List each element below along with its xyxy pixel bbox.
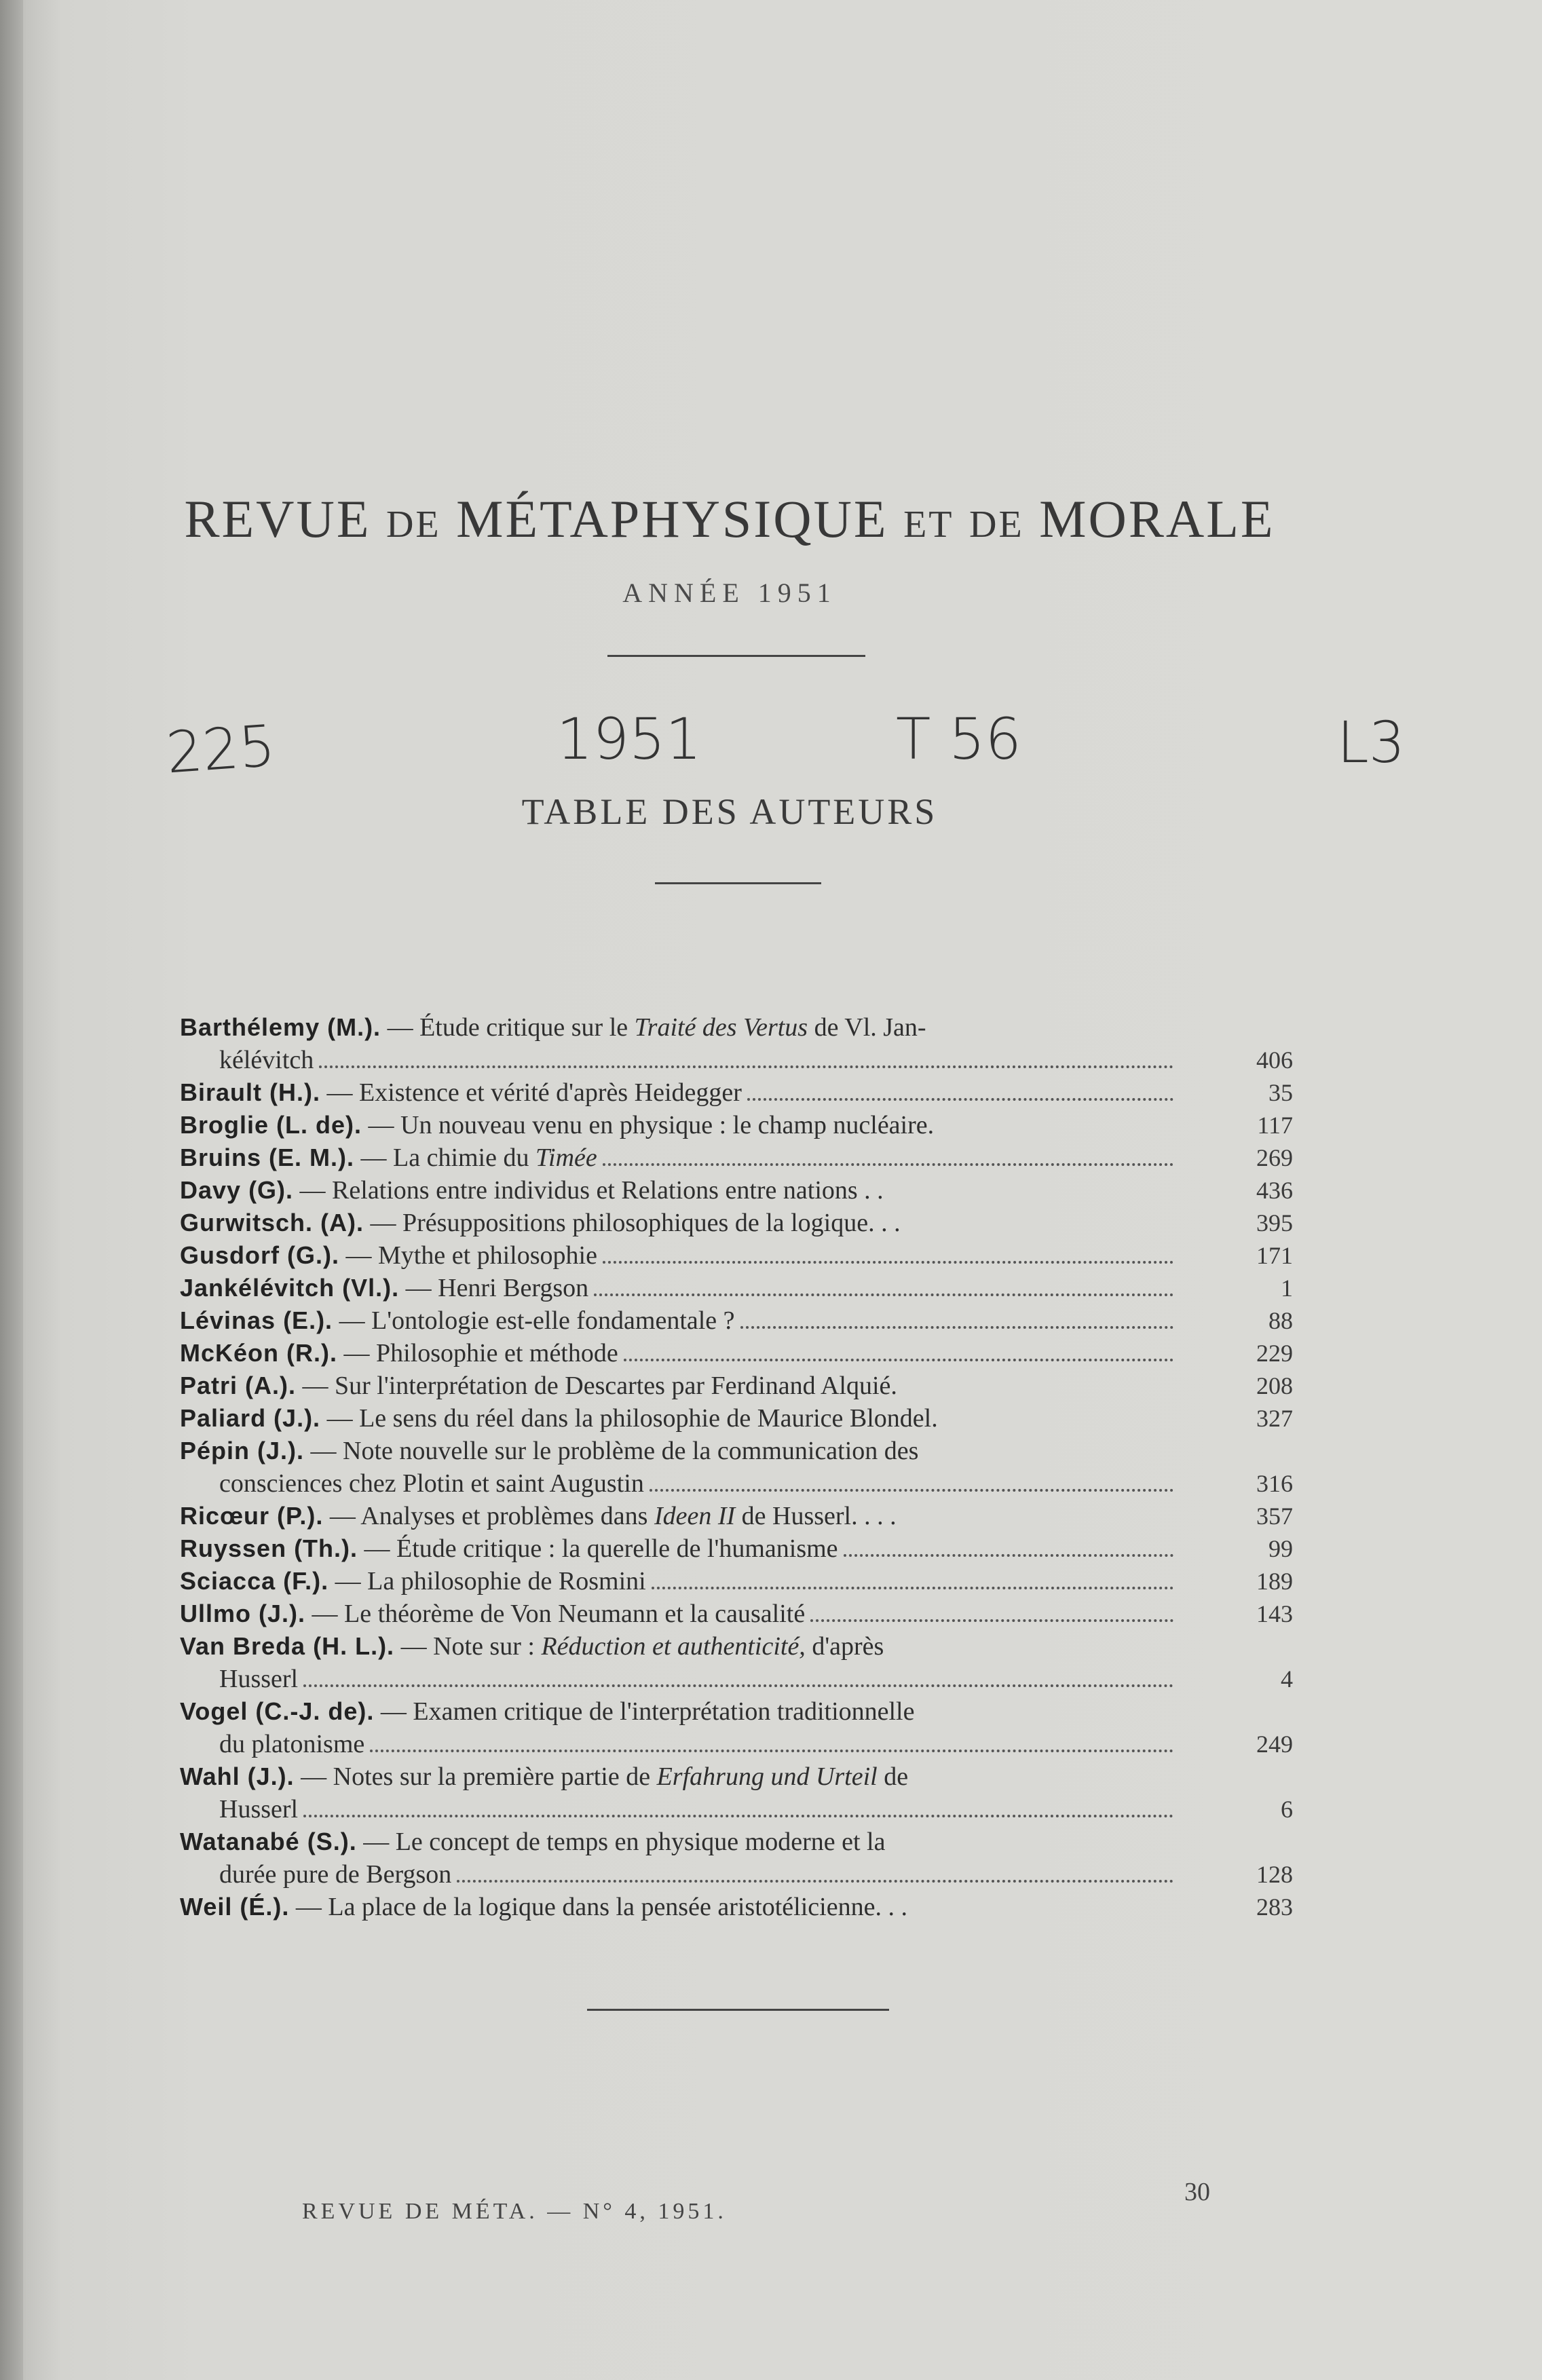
page-number: 128 [1256, 1861, 1293, 1888]
handwritten-note-1: 225 [164, 712, 278, 787]
index-entry: Ullmo (J.). — Le théorème de Von Neumann et la causalité 143 [180, 1598, 1293, 1630]
index-entry: Davy (G). — Relations entre individus et Relations entre nations . . 436 [180, 1174, 1293, 1207]
page-number: 283 [1256, 1893, 1293, 1921]
index-entry: Broglie (L. de). — Un nouveau venu en physique : le champ nucléaire. 117 [180, 1109, 1293, 1141]
index-entry: Wahl (J.). — Notes sur la première partie de Erfahrung und Urteil de Husserl 6 [180, 1760, 1293, 1826]
page-number: 171 [1256, 1242, 1293, 1269]
handwritten-note-3: T 56 [896, 706, 1021, 772]
index-entry: McKéon (R.). — Philosophie et méthode 229 [180, 1337, 1293, 1370]
index-entry: Gusdorf (G.). — Mythe et philosophie 171 [180, 1239, 1293, 1272]
index-entry: Lévinas (E.). — L'ontologie est-elle fondamentale ? 88 [180, 1304, 1293, 1337]
page-number: 327 [1256, 1405, 1293, 1432]
index-entry: Ruyssen (Th.). — Étude critique : la querelle de l'humanisme 99 [180, 1532, 1293, 1565]
index-entry: Pépin (J.). — Note nouvelle sur le problème de la communication des consciences chez Plotin et saint Augustin 316 [180, 1435, 1293, 1500]
page-number: 406 [1256, 1046, 1293, 1074]
page-number: 117 [1257, 1112, 1293, 1139]
page-number: 189 [1256, 1568, 1293, 1595]
page-number: 1 [1281, 1274, 1293, 1302]
index-entry: Bruins (E. M.). — La chimie du Timée 269 [180, 1141, 1293, 1174]
index-entry: Gurwitsch. (A). — Présuppositions philosophiques de la logique. . . 395 [180, 1207, 1293, 1239]
book-spine-shadow [0, 0, 23, 2380]
handwritten-note-4: L3 [1337, 709, 1406, 776]
index-entry: Watanabé (S.). — Le concept de temps en physique moderne et la durée pure de Bergson 128 [180, 1826, 1293, 1891]
folio-number: 30 [1184, 2178, 1210, 2206]
running-footer: REVUE DE MÉTA. — N° 4, 1951. [302, 2199, 727, 2224]
index-entry: Paliard (J.). — Le sens du réel dans la philosophie de Maurice Blondel. 327 [180, 1402, 1293, 1435]
journal-title: REVUE DE MÉTAPHYSIQUE ET DE MORALE [184, 489, 1275, 548]
page-number: 436 [1256, 1177, 1293, 1204]
page-number: 269 [1256, 1144, 1293, 1171]
index-entry: Vogel (C.-J. de). — Examen critique de l'interprétation traditionnelle du platonisme 249 [180, 1695, 1293, 1760]
page-number: 357 [1256, 1503, 1293, 1530]
page-number: 88 [1268, 1307, 1293, 1334]
index-entry: Jankélévitch (Vl.). — Henri Bergson 1 [180, 1272, 1293, 1304]
end-rule [587, 2009, 889, 2011]
page-number: 99 [1268, 1535, 1293, 1562]
index-entry: Birault (H.). — Existence et vérité d'après Heidegger 35 [180, 1076, 1293, 1109]
page-number: 229 [1256, 1340, 1293, 1367]
page-number: 4 [1281, 1665, 1293, 1693]
index-entry: Sciacca (F.). — La philosophie de Rosmini 189 [180, 1565, 1293, 1598]
page-number: 6 [1281, 1796, 1293, 1823]
index-entry: Van Breda (H. L.). — Note sur : Réduction et authenticité, d'après Husserl 4 [180, 1630, 1293, 1695]
page-number: 35 [1268, 1079, 1293, 1106]
page-number: 316 [1256, 1470, 1293, 1497]
author-index [180, 1011, 1293, 1923]
page-number: 395 [1256, 1209, 1293, 1236]
page-number: 143 [1256, 1600, 1293, 1627]
page-number: 249 [1256, 1731, 1293, 1758]
index-entry: Weil (É.). — La place de la logique dans la pensée aristotélicienne. . . 283 [180, 1891, 1293, 1923]
section-rule [655, 882, 821, 884]
handwritten-note-2: 1951 [557, 706, 702, 772]
title-rule [607, 655, 865, 657]
index-entry: Ricœur (P.). — Analyses et problèmes dans Ideen II de Husserl. . . . 357 [180, 1500, 1293, 1532]
section-title: TABLE DES AUTEURS [521, 791, 938, 832]
page-number: 208 [1256, 1372, 1293, 1399]
index-entry: Patri (A.). — Sur l'interprétation de Descartes par Ferdinand Alquié. 208 [180, 1370, 1293, 1402]
year-line: ANNÉE 1951 [622, 578, 837, 608]
index-entry: Barthélemy (M.). — Étude critique sur le Traité des Vertus de Vl. Jan- kélévitch 406 [180, 1011, 1293, 1076]
